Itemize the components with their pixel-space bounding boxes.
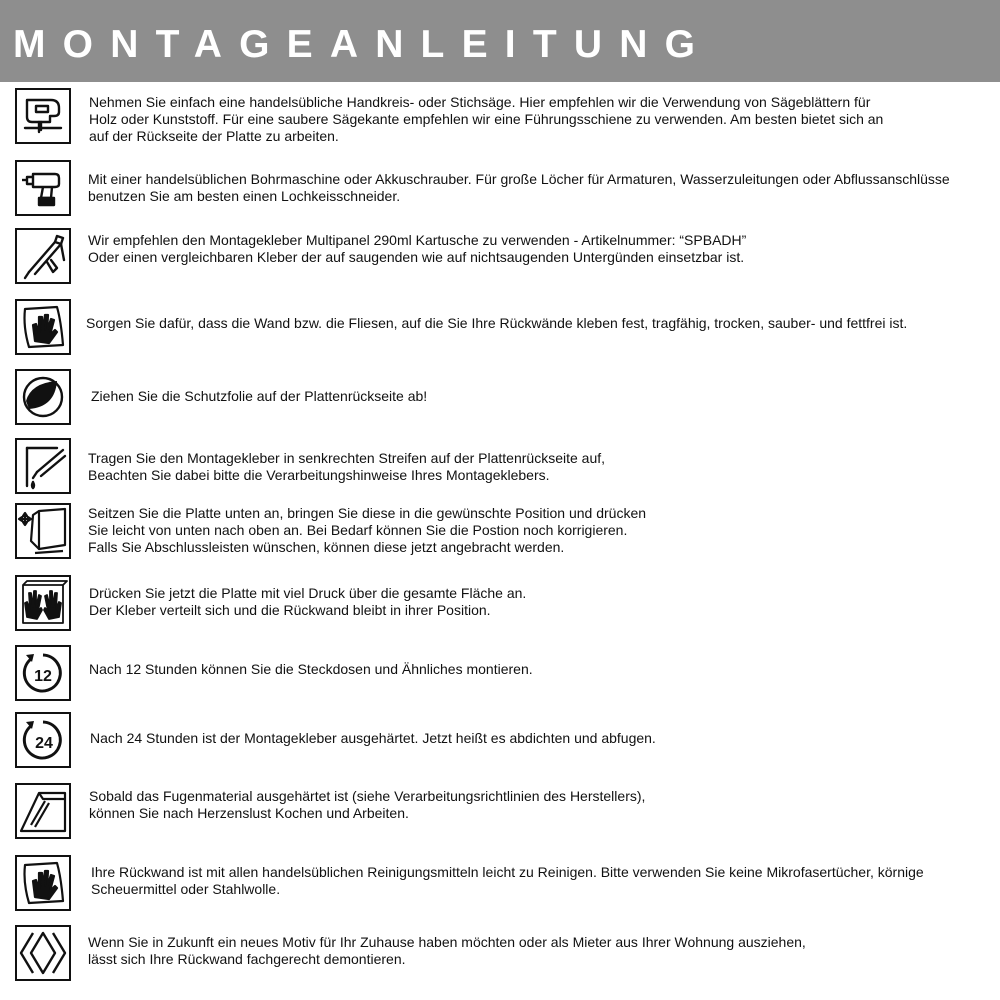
timer-24-label: 24 bbox=[35, 735, 53, 752]
step-line: Falls Sie Abschlussleisten wünschen, können diese jetzt angebracht werden. bbox=[88, 539, 565, 556]
step-text bbox=[88, 934, 806, 968]
step-line: benutzen Sie am besten einen Lochkeisschneider. bbox=[88, 188, 401, 205]
step-line: Holz oder Kunststoff. Für eine saubere Sägekante empfehlen wir eine Führungsschiene zu verwenden. Am besten bietet sich an bbox=[89, 111, 884, 128]
step-line: Tragen Sie den Montagekleber in senkrechten Streifen auf der Plattenrückseite auf, bbox=[88, 450, 606, 466]
step-line: Seitzen Sie die Platte unten an, bringen Sie diese in die gewünschte Position und drücken bbox=[88, 505, 647, 521]
step-line: Ihre Rückwand ist mit allen handelsüblichen Reinigungsmitteln leicht zu Reinigen. Bitte verwenden Sie keine Mikrofasertücher, körnige bbox=[91, 864, 924, 880]
header-bar bbox=[0, 0, 1000, 82]
step-line: können Sie nach Herzenslust Kochen und Arbeiten. bbox=[89, 805, 409, 822]
remove-panel-icon bbox=[15, 925, 71, 981]
step-text bbox=[86, 315, 907, 332]
step-line: Nach 12 Stunden können Sie die Steckdosen und Ähnliches montieren. bbox=[89, 661, 533, 677]
step-line: Ziehen Sie die Schutzfolie auf der Plattenrückseite ab! bbox=[91, 388, 428, 404]
step-line: auf der Rückseite der Platte zu arbeiten. bbox=[89, 128, 339, 145]
timer-24h-icon bbox=[15, 712, 71, 768]
step-text bbox=[89, 94, 883, 146]
drill-icon bbox=[15, 160, 71, 216]
step-line: Sorgen Sie dafür, dass die Wand bzw. die Fliesen, auf die Sie Ihre Rückwände kleben fest, tragfähig, trocken, sauber- und fettfrei ist. bbox=[86, 315, 908, 331]
step-text bbox=[88, 171, 950, 205]
caulking-gun-icon bbox=[15, 228, 71, 284]
finished-panel-icon bbox=[15, 783, 71, 839]
step-line: Der Kleber verteilt sich und die Rückwand bleibt in ihrer Position. bbox=[89, 602, 491, 619]
step-line: Drücken Sie jetzt die Platte mit viel Druck über die gesamte Fläche an. bbox=[89, 585, 527, 601]
step-line: Nehmen Sie einfach eine handelsübliche Handkreis- oder Stichsäge. Hier empfehlen wir die Verwendung von Sägeblättern für bbox=[89, 94, 871, 110]
step-line: Wir empfehlen den Montagekleber Multipanel 290ml Kartusche zu verwenden - Artikelnummer: “SPBADH” bbox=[88, 232, 747, 248]
hand-cleaning-icon bbox=[15, 855, 71, 911]
step-line: Oder einen vergleichbaren Kleber der auf saugenden wie auf nichtsaugenden Untergünden einsetzbar ist. bbox=[88, 249, 745, 266]
press-hands-icon bbox=[15, 575, 71, 631]
hand-cleaning-icon bbox=[15, 299, 71, 355]
step-line: Wenn Sie in Zukunft ein neues Motiv für Ihr Zuhause haben möchten oder als Mieter aus Ihrer Wohnung ausziehen, bbox=[88, 934, 806, 950]
page-title: MONTAGEANLEITUNG bbox=[13, 23, 713, 66]
step-line: Nach 24 Stunden ist der Montagekleber ausgehärtet. Jetzt heißt es abdichten und abfugen. bbox=[90, 730, 656, 746]
step-line: Sie leicht von unten nach oben an. Bei Bedarf können Sie die Postion noch korrigieren. bbox=[88, 522, 628, 539]
jigsaw-icon bbox=[15, 88, 71, 144]
step-text bbox=[89, 585, 526, 619]
step-line: Scheuermittel oder Stahlwolle. bbox=[91, 881, 281, 898]
step-text bbox=[90, 730, 656, 747]
step-text bbox=[88, 232, 746, 266]
step-text bbox=[89, 788, 645, 822]
apply-adhesive-icon bbox=[15, 438, 71, 494]
step-text bbox=[91, 864, 924, 898]
step-line: Sobald das Fugenmaterial ausgehärtet ist (siehe Verarbeitungsrichtlinien des Herstellers), bbox=[89, 788, 646, 804]
step-text bbox=[88, 505, 646, 557]
step-line: Beachten Sie dabei bitte die Verarbeitungshinweise Ihres Montageklebers. bbox=[88, 467, 550, 484]
step-line: Mit einer handelsüblichen Bohrmaschine oder Akkuschrauber. Für große Löcher für Armaturen, Wasserzuleitungen oder Abflussanschlüsse bbox=[88, 171, 950, 187]
step-line: lässt sich Ihre Rückwand fachgerecht demontieren. bbox=[88, 951, 406, 968]
timer-12h-icon bbox=[15, 645, 71, 701]
timer-12-label: 12 bbox=[34, 668, 52, 685]
step-text bbox=[89, 661, 533, 678]
step-text bbox=[88, 450, 605, 484]
step-text bbox=[91, 388, 427, 405]
peel-film-icon bbox=[15, 369, 71, 425]
position-panel-icon bbox=[15, 503, 71, 559]
